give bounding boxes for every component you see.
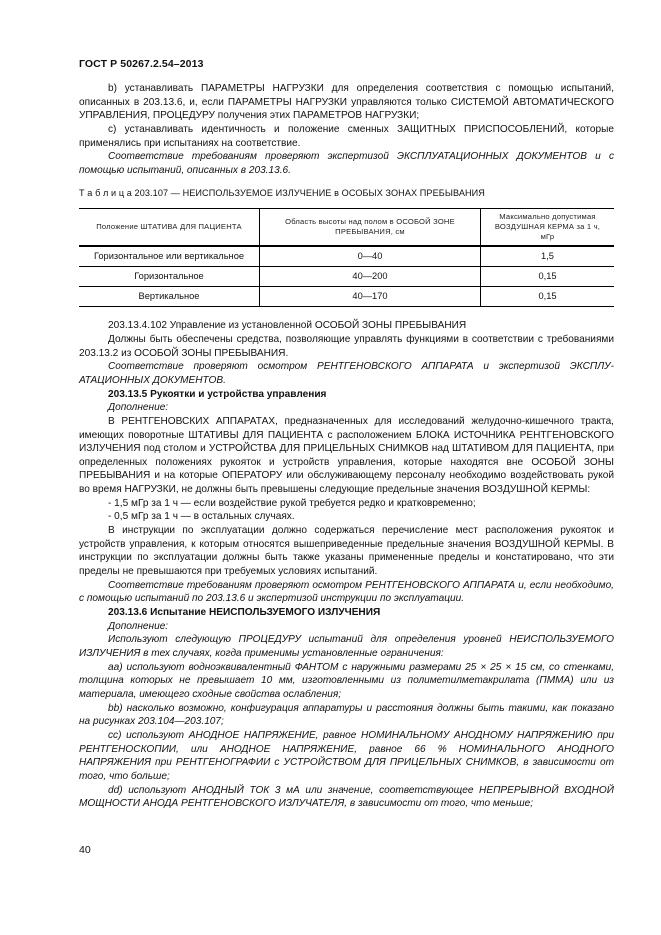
- table-cell: Вертикальное: [79, 287, 260, 307]
- section-heading-203-13-5: 203.13.5 Рукоятки и устройства управления: [108, 388, 327, 400]
- list-item: - 1,5 мГр за 1 ч — если воздействие рукой требуется редко и кратковременно;: [108, 497, 476, 509]
- table-row: [79, 267, 614, 287]
- paragraph: Должны быть обеспечены средства, позволяющие управлять функциями в соответствии с требованиями 203.13.2 из ОСОБОЙ ЗОНЫ ПРЕБЫВАНИЯ.: [79, 333, 614, 359]
- compliance-note: Соответствие проверяют осмотром РЕНТГЕНОВСКОГО АППАРАТА и экспертизой ЭКСПЛУАТАЦИОННЫХ ДОКУМЕНТОВ.: [79, 361, 614, 386]
- table-row: [79, 246, 614, 267]
- paragraph-b: b) устанавливать ПАРАМЕТРЫ НАГРУЗКИ для определения соответствия с помощью испытаний, описанных в 203.13.6, и, если ПАРАМЕТРЫ НАГРУЗКИ управляются только СИСТЕМОЙ АВТОМАТИЧЕСКОГО УПРАВЛЕНИЯ, ПРОЦЕДУРУ получения этих ПАРАМЕТРОВ НАГРУЗКИ;: [79, 83, 614, 122]
- paragraph: В инструкции по эксплуатации должно содержаться перечисление мест расположения рукояток и устройств управления, к которым относятся вышеприведенные предельные значения ВОЗДУШНОЙ КЕРМЫ. В инструкции по эксплуатации должны быть также указаны примененные пределы и констатировано, что эти пределы не превышаются при требуемых условиях испытаний.: [79, 525, 614, 578]
- table-cell: 40—170: [260, 287, 481, 307]
- paragraph: В РЕНТГЕНОВСКИХ АППАРАТАХ, предназначенных для исследований желудочно-кишечного тракта, имеющих поворотные ШТАТИВЫ ДЛЯ ПАЦИЕНТА с расположением БЛОКА ИСТОЧНИКА РЕНТГЕНОВСКОГО ИЗЛУЧЕНИЯ под столом и УСТРОЙСТВА ДЛЯ ПРИЦЕЛЬНЫХ СНИМКОВ над ШТАТИВОМ ДЛЯ ПАЦИЕНТА, при определенных положениях рукояток и устройств управления, которые находятся вне ОСОБОЙ ЗОНЫ ПРЕБЫВАНИЯ и на которые ОПЕРАТОРУ или обслуживающему персоналу необходимо воздействовать рукой во время НАГРУЗКИ, не должны быть превышены следующие предельные значения ВОЗДУШНОЙ КЕРМЫ:: [79, 415, 614, 496]
- table-cell: Горизонтальное: [79, 267, 260, 287]
- list-item-bb: bb) насколько возможно, конфигурация аппаратуры и расстояния должны быть такими, как показано на рисунках 203.104—203.107;: [79, 702, 614, 728]
- table-cell: Горизонтальное или вертикальное: [79, 246, 260, 267]
- table-header-cell: Положение ШТАТИВА ДЛЯ ПАЦИЕНТА: [79, 209, 260, 247]
- page-number: 40: [79, 844, 91, 856]
- addition-label: Дополнение:: [108, 620, 169, 632]
- stray-radiation-table: [79, 208, 614, 307]
- table-header-cell: Область высоты над полом в ОСОБОЙ ЗОНЕ ПРЕБЫВАНИЯ, см: [260, 209, 481, 247]
- table-cell: 1,5: [481, 246, 615, 267]
- list-item: - 0,5 мГр за 1 ч — в остальных случаях.: [108, 511, 295, 523]
- table-header-row: [79, 209, 614, 247]
- compliance-note: Соответствие требованиям проверяют экспертизой ЭКСПЛУАТАЦИОННЫХ ДОКУМЕНТОВ и с помощью испытаний, описанных в 203.13.6.: [79, 151, 614, 176]
- table-cell: 40—200: [260, 267, 481, 287]
- table-row: [79, 287, 614, 307]
- addition-label: Дополнение:: [108, 402, 169, 414]
- table-cell: 0,15: [481, 287, 615, 307]
- section-heading-203-13-6: 203.13.6 Испытание НЕИСПОЛЬЗУЕМОГО ИЗЛУЧЕНИЯ: [108, 607, 381, 619]
- paragraph: Используют следующую ПРОЦЕДУРУ испытаний для определения уровней НЕИСПОЛЬЗУЕМОГО ИЗЛУЧЕНИЯ в тех случаях, когда применимы установленные ограничения:: [79, 634, 614, 659]
- paragraph-c: c) устанавливать идентичность и положение сменных ЗАЩИТНЫХ ПРИСПОСОБЛЕНИЙ, которые применялись при испытаниях на соответствие.: [79, 123, 614, 149]
- body-text: [79, 82, 614, 811]
- list-item-cc: cc) используют АНОДНОЕ НАПРЯЖЕНИЕ, равное НОМИНАЛЬНОМУ АНОДНОМУ НАПРЯЖЕНИЮ при РЕНТГЕНОСКОПИИ, или АНОДНОЕ НАПРЯЖЕНИЕ, равное 66 % НОМИНАЛЬНОГО АНОДНОГО НАПРЯЖЕНИЯ при РЕНТГЕНОГРАФИИ с УСТРОЙСТВОМ ДЛЯ ПРИЦЕЛЬНЫХ СНИМКОВ, в зависимости от того, что больше;: [79, 729, 614, 782]
- document-header: ГОСТ Р 50267.2.54–2013: [79, 58, 204, 70]
- compliance-note: Соответствие требованиям проверяют осмотром РЕНТГЕНОВСКОГО АППАРАТА и, если необходимо, с помощью испытаний по 203.13.6 и экспертизой инструкции по эксплуатации.: [79, 579, 614, 605]
- table-cell: 0—40: [260, 246, 481, 267]
- list-item-dd: dd) используют АНОДНЫЙ ТОК 3 мА или значение, соответствующее НЕПРЕРЫВНОЙ ВХОДНОЙ МОЩНОСТИ АНОДА РЕНТГЕНОВСКОГО ИЗЛУЧАТЕЛЯ, в зависимости от того, что меньше;: [79, 784, 614, 810]
- list-item-aa: aa) используют водноэквивалентный ФАНТОМ с наружными размерами 25 × 25 × 15 см, со стенками, толщина которых не превышает 10 мм, изготовленными из полиметилметакрилата (ПММА) или из материала, имеющего сходные свойства ослабления;: [79, 661, 614, 700]
- table-header-cell: Максимально допустимая ВОЗДУШНАЯ КЕРМА за 1 ч, мГр: [481, 209, 615, 247]
- table-caption: Т а б л и ц а 203.107 — НЕИСПОЛЬЗУЕМОЕ ИЗЛУЧЕНИЕ в ОСОБЫХ ЗОНАХ ПРЕБЫВАНИЯ: [79, 187, 485, 198]
- table-cell: 0,15: [481, 267, 615, 287]
- section-heading-203-13-4-102: 203.13.4.102 Управление из установленной ОСОБОЙ ЗОНЫ ПРЕБЫВАНИЯ: [108, 320, 467, 332]
